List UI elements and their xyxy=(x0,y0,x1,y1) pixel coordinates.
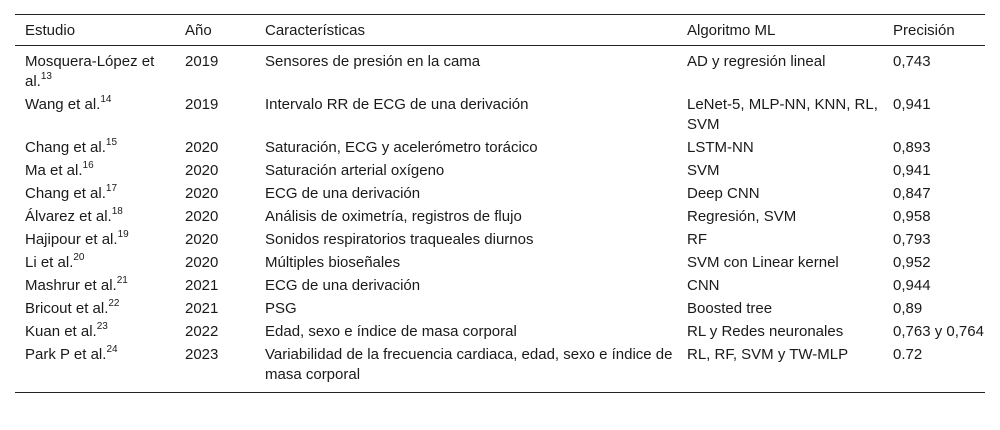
cell-algorithm xyxy=(677,320,883,343)
cell-year xyxy=(175,274,255,297)
cell-year-text: 2020 xyxy=(185,185,219,202)
cell-features-text: PSG xyxy=(265,300,297,317)
reference-number: 23 xyxy=(96,321,108,332)
reference-number: 14 xyxy=(100,94,112,105)
header-study: Estudio xyxy=(15,15,175,46)
cell-year xyxy=(175,205,255,228)
reference-number: 24 xyxy=(106,344,118,355)
table-row xyxy=(15,297,985,320)
cell-study-text: Mosquera-López et al. xyxy=(25,53,155,90)
cell-features-text: Saturación arterial oxígeno xyxy=(265,162,445,179)
cell-features xyxy=(255,297,677,320)
cell-algorithm-text: RL y Redes neuronales xyxy=(687,323,844,340)
table-row xyxy=(15,251,985,274)
cell-study xyxy=(15,93,175,136)
cell-precision-text: 0,944 xyxy=(893,277,931,294)
cell-algorithm-text: SVM con Linear kernel xyxy=(687,254,839,271)
cell-features-text: Intervalo RR de ECG de una derivación xyxy=(265,96,529,113)
cell-features-text: Saturación, ECG y acelerómetro torácico xyxy=(265,139,538,156)
cell-algorithm-text: Deep CNN xyxy=(687,185,760,202)
cell-algorithm-text: Boosted tree xyxy=(687,300,773,317)
cell-precision-text: 0,893 xyxy=(893,139,931,156)
cell-study xyxy=(15,297,175,320)
cell-study-text: Kuan et al. xyxy=(25,323,97,340)
cell-year xyxy=(175,159,255,182)
cell-precision-text: 0,793 xyxy=(893,231,931,248)
header-features: Características xyxy=(255,15,677,46)
cell-algorithm xyxy=(677,46,883,94)
cell-study xyxy=(15,205,175,228)
cell-precision-text: 0.72 xyxy=(893,346,923,363)
reference-number: 18 xyxy=(111,206,123,217)
cell-year xyxy=(175,136,255,159)
table-row xyxy=(15,136,985,159)
cell-study xyxy=(15,46,175,94)
cell-year-text: 2022 xyxy=(185,323,219,340)
cell-study xyxy=(15,343,175,393)
cell-precision xyxy=(883,343,985,393)
cell-precision-text: 0,847 xyxy=(893,185,931,202)
cell-precision-text: 0,941 xyxy=(893,162,931,179)
cell-algorithm-text: LSTM-NN xyxy=(687,139,754,156)
cell-algorithm-text: AD y regresión lineal xyxy=(687,53,826,70)
cell-study-text: Wang et al. xyxy=(25,96,101,113)
cell-features xyxy=(255,228,677,251)
cell-precision-text: 0,952 xyxy=(893,254,931,271)
cell-precision xyxy=(883,46,985,94)
cell-precision xyxy=(883,297,985,320)
cell-study-text: Chang et al. xyxy=(25,185,106,202)
table-header xyxy=(15,15,985,46)
cell-study xyxy=(15,182,175,205)
reference-number: 17 xyxy=(105,183,118,194)
cell-features xyxy=(255,205,677,228)
table-row xyxy=(15,228,985,251)
cell-precision-text: 0,743 xyxy=(893,53,931,70)
cell-year xyxy=(175,320,255,343)
cell-year xyxy=(175,297,255,320)
cell-study-text: Li et al. xyxy=(25,254,74,271)
cell-precision-text: 0,763 y 0,764 xyxy=(893,323,984,340)
reference-number: 20 xyxy=(73,252,85,263)
header-row xyxy=(15,15,985,46)
cell-year-text: 2019 xyxy=(185,53,219,70)
cell-precision xyxy=(883,251,985,274)
cell-year-text: 2023 xyxy=(185,346,219,363)
cell-features-text: Variabilidad de la frecuencia cardiaca, edad, sexo e índice de masa corporal xyxy=(265,346,673,383)
cell-features-text: ECG de una derivación xyxy=(265,185,421,202)
table-row xyxy=(15,320,985,343)
cell-algorithm-text: SVM xyxy=(687,162,720,179)
cell-algorithm xyxy=(677,159,883,182)
cell-precision-text: 0,941 xyxy=(893,96,931,113)
studies-table xyxy=(15,14,985,393)
cell-year xyxy=(175,46,255,94)
cell-features xyxy=(255,159,677,182)
header-algorithm: Algoritmo ML xyxy=(677,15,883,46)
cell-algorithm xyxy=(677,228,883,251)
cell-algorithm xyxy=(677,251,883,274)
reference-number: 16 xyxy=(82,160,94,171)
cell-algorithm-text: RF xyxy=(687,231,707,248)
cell-algorithm xyxy=(677,343,883,393)
cell-features-text: Sonidos respiratorios traqueales diurnos xyxy=(265,231,534,248)
cell-algorithm-text: Regresión, SVM xyxy=(687,208,797,225)
cell-algorithm-text: CNN xyxy=(687,277,720,294)
cell-features xyxy=(255,46,677,94)
cell-year-text: 2020 xyxy=(185,162,219,179)
cell-algorithm xyxy=(677,205,883,228)
cell-algorithm xyxy=(677,182,883,205)
cell-year-text: 2021 xyxy=(185,277,219,294)
table-row xyxy=(15,274,985,297)
cell-precision xyxy=(883,93,985,136)
cell-features xyxy=(255,136,677,159)
cell-year xyxy=(175,343,255,393)
cell-precision xyxy=(883,182,985,205)
cell-year-text: 2021 xyxy=(185,300,219,317)
cell-year-text: 2020 xyxy=(185,231,219,248)
cell-features xyxy=(255,320,677,343)
table-row xyxy=(15,159,985,182)
cell-precision xyxy=(883,320,985,343)
cell-features xyxy=(255,274,677,297)
cell-study-text: Álvarez et al. xyxy=(25,208,112,225)
cell-year-text: 2020 xyxy=(185,254,219,271)
cell-algorithm xyxy=(677,274,883,297)
cell-year xyxy=(175,93,255,136)
cell-study xyxy=(15,274,175,297)
cell-algorithm xyxy=(677,136,883,159)
cell-features xyxy=(255,251,677,274)
cell-year-text: 2020 xyxy=(185,208,219,225)
cell-features-text: Edad, sexo e índice de masa corporal xyxy=(265,323,517,340)
reference-number: 19 xyxy=(117,229,129,240)
cell-precision xyxy=(883,159,985,182)
cell-year-text: 2019 xyxy=(185,96,219,113)
table-row xyxy=(15,182,985,205)
reference-number: 13 xyxy=(40,71,52,82)
cell-features-text: Sensores de presión en la cama xyxy=(265,53,481,70)
cell-precision-text: 0,958 xyxy=(893,208,931,225)
cell-study xyxy=(15,136,175,159)
cell-features-text: Múltiples bioseñales xyxy=(265,254,401,271)
cell-study xyxy=(15,159,175,182)
cell-year xyxy=(175,251,255,274)
cell-precision xyxy=(883,205,985,228)
table-row xyxy=(15,205,985,228)
header-year: Año xyxy=(175,15,255,46)
cell-features-text: ECG de una derivación xyxy=(265,277,421,294)
cell-features xyxy=(255,343,677,393)
reference-number: 21 xyxy=(116,275,128,286)
cell-study-text: Chang et al. xyxy=(25,139,106,156)
cell-study-text: Bricout et al. xyxy=(25,300,109,317)
cell-features xyxy=(255,182,677,205)
cell-precision xyxy=(883,228,985,251)
reference-number: 15 xyxy=(105,137,118,148)
cell-study-text: Mashrur et al. xyxy=(25,277,117,294)
header-precision: Precisión xyxy=(883,15,985,46)
cell-year xyxy=(175,182,255,205)
table-row xyxy=(15,46,985,94)
cell-year-text: 2020 xyxy=(185,139,219,156)
cell-features-text: Análisis de oximetría, registros de flujo xyxy=(265,208,522,225)
cell-algorithm-text: LeNet-5, MLP-NN, KNN, RL, SVM xyxy=(687,96,878,133)
cell-precision xyxy=(883,136,985,159)
cell-study xyxy=(15,251,175,274)
cell-precision xyxy=(883,274,985,297)
cell-study xyxy=(15,320,175,343)
cell-study-text: Ma et al. xyxy=(25,162,83,179)
table-body xyxy=(15,46,985,393)
cell-algorithm xyxy=(677,297,883,320)
cell-features xyxy=(255,93,677,136)
reference-number: 22 xyxy=(108,298,120,309)
table-row xyxy=(15,93,985,136)
cell-study-text: Park P et al. xyxy=(25,346,107,363)
cell-algorithm xyxy=(677,93,883,136)
cell-study xyxy=(15,228,175,251)
table-row xyxy=(15,343,985,393)
cell-year xyxy=(175,228,255,251)
cell-study-text: Hajipour et al. xyxy=(25,231,118,248)
cell-algorithm-text: RL, RF, SVM y TW-MLP xyxy=(687,346,849,363)
cell-precision-text: 0,89 xyxy=(893,300,923,317)
